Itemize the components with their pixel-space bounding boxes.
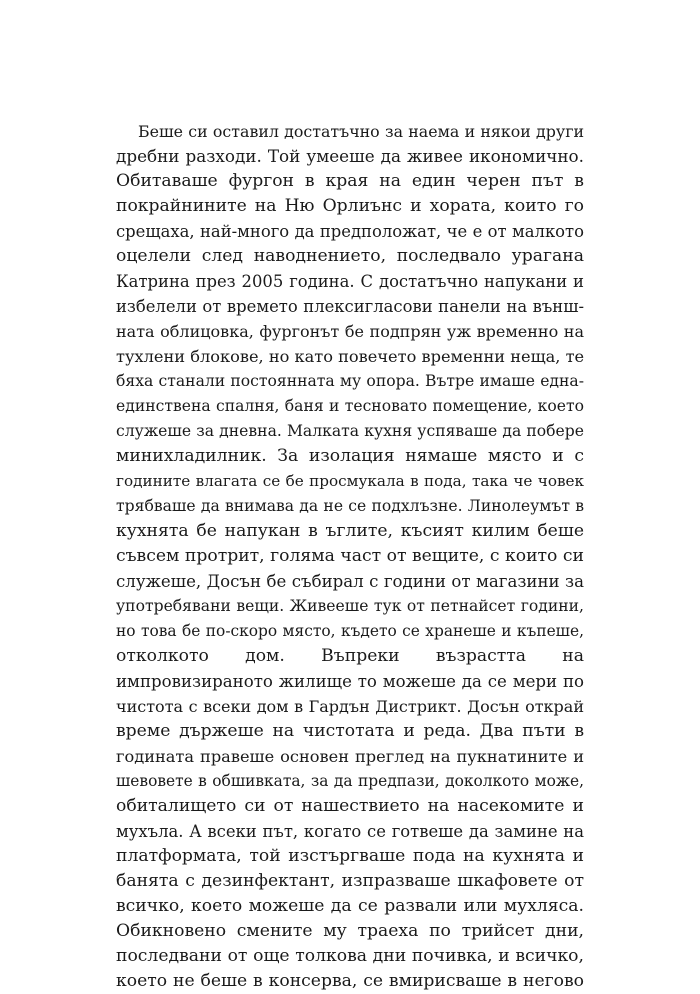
text-line: минихладилник. За изолация нямаше място и с bbox=[116, 446, 584, 466]
text-line: но това бе по-скоро място, където се хранеше и къпеше, bbox=[116, 622, 584, 640]
text-line: отколкото дом. Въпреки възрастта на bbox=[116, 646, 584, 666]
text-line: Беше си оставил достатъчно за наема и някои други bbox=[138, 122, 584, 141]
text-line: избелели от времето плексигласови панели на външ- bbox=[116, 297, 584, 316]
text-line: мухъла. А всеки път, когато се готвеше да замине на bbox=[116, 822, 584, 841]
text-line: оцелели след наводнението, последвало урагана bbox=[116, 246, 584, 266]
text-line: Обитаваше фургон в края на един черен път в bbox=[116, 171, 584, 191]
text-line: съвсем протрит, голяма част от вещите, с които си bbox=[116, 546, 584, 566]
text-line: срещаха, най-много да предположат, че е от малкото bbox=[116, 222, 584, 241]
text-line: обиталището си от нашествието на насекомите и bbox=[116, 796, 584, 816]
text-line: банята с дезинфектант, изпразваше шкафовете от bbox=[116, 871, 584, 891]
text-line: което не беше в консерва, се вмирисваше в негово bbox=[116, 971, 584, 991]
text-line: импровизираното жилище то можеше да се мери по bbox=[116, 672, 584, 691]
body-paragraph bbox=[116, 119, 584, 994]
text-line: кухнята бе напукан в ъглите, късият килим беше bbox=[116, 521, 584, 541]
text-line: бяха станали постоянната му опора. Вътре имаше една- bbox=[116, 372, 584, 390]
text-line: служеше за дневна. Малката кухня успяваше да побере bbox=[116, 422, 584, 440]
text-line: годината правеше основен преглед на пукнатините и bbox=[116, 747, 584, 766]
text-line: единствена спалня, баня и тесновато помещение, което bbox=[116, 397, 584, 415]
text-line: последвани от още толкова дни почивка, и всичко, bbox=[116, 946, 584, 966]
text-line: ната облицовка, фургонът бе подпрян уж временно на bbox=[116, 322, 584, 341]
text-line: всичко, което можеше да се развали или мухляса. bbox=[116, 896, 584, 916]
text-line: Катрина през 2005 година. С достатъчно напукани и bbox=[116, 272, 584, 291]
text-line: покрайнините на Ню Орлиънс и хората, които го bbox=[116, 196, 584, 216]
text-line: тухлени блокове, но като повечето временни неща, те bbox=[116, 347, 584, 366]
text-line: чистота с всеки дом в Гардън Дистрикт. Досън открай bbox=[116, 697, 584, 716]
text-line: дребни разходи. Той умееше да живее икономично. bbox=[116, 146, 584, 166]
text-line: платформата, той изстъргваше пода на кухнята и bbox=[116, 846, 584, 866]
text-line: употребявани вещи. Живееше тук от петнайсет години, bbox=[116, 597, 584, 615]
text-line: шевовете в обшивката, за да предпази, доколкото може, bbox=[116, 772, 584, 790]
text-line: годините влагата се бе просмукала в пода, така че човек bbox=[116, 472, 584, 490]
text-line: време държеше на чистотата и реда. Два пъти в bbox=[116, 721, 584, 741]
text-line: Обикновено смените му траеха по трийсет дни, bbox=[116, 921, 584, 941]
text-line: служеше, Досън бе събирал с години от магазини за bbox=[116, 572, 584, 591]
text-line: трябваше да внимава да не се подхлъзне. Линолеумът в bbox=[116, 497, 584, 515]
